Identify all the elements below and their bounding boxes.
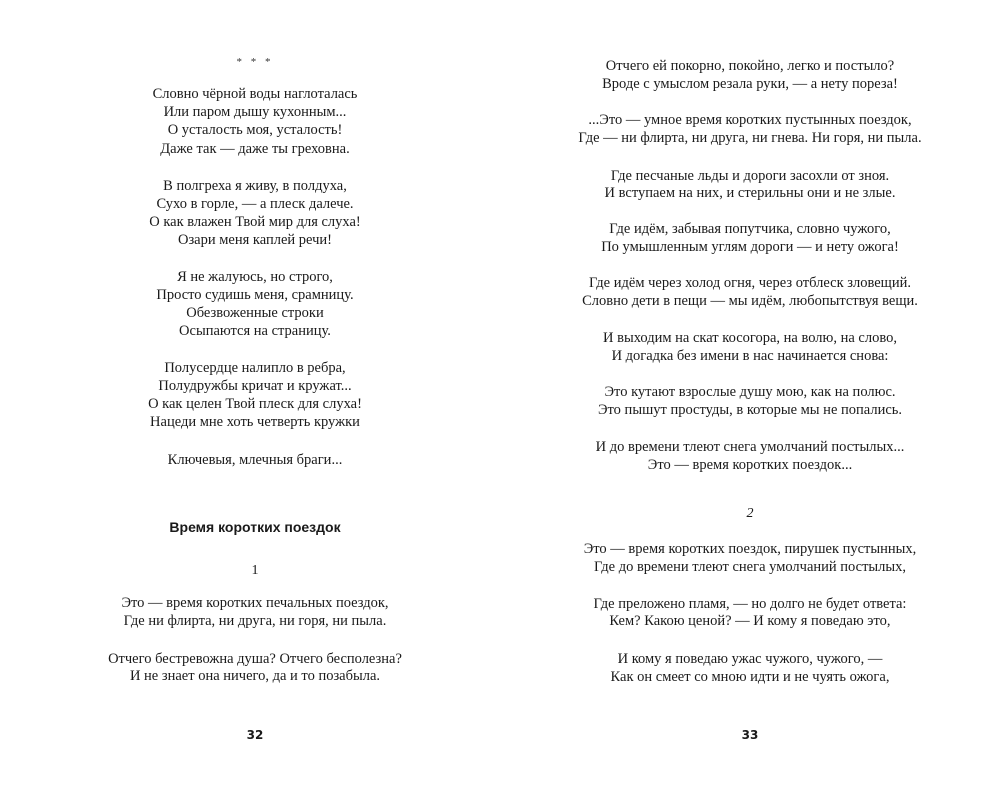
poem-line: В полгреха я живу, в полдуха,	[163, 178, 347, 194]
poem-line: Отчего бестревожна душа? Отчего бесполезна?	[108, 651, 402, 667]
section-number: 2	[746, 506, 754, 521]
poem-line: И догадка без имени в нас начинается снова:	[611, 348, 889, 364]
poem-line: Где — ни флирта, ни друга, ни гнева. Ни горя, ни пыла.	[578, 130, 922, 146]
poem-line: И вступаем на них, и стерильны они и не злые.	[604, 185, 896, 201]
poem-line: О усталость моя, усталость!	[167, 122, 343, 138]
poem-line: Полусердце налипло в ребра,	[164, 360, 346, 376]
poem-line: Сухо в горле, — а плеск далече.	[156, 196, 354, 212]
poem-line: Где до времени тлеют снега умолчаний постылых,	[593, 559, 907, 575]
poem-line: Где преложено пламя, — но долго не будет ответа:	[593, 596, 907, 612]
poem-line: Озари меня каплей речи!	[177, 232, 333, 248]
poem-line: Я не жалуюсь, но строго,	[177, 269, 333, 285]
poem-line: Полудружбы кричат и кружат...	[158, 378, 352, 394]
poem-line: Отчего ей покорно, покойно, легко и постыло?	[605, 58, 895, 74]
poem-line: О как целен Твой плеск для слуха!	[148, 396, 362, 412]
poem-line: Это — время коротких поездок...	[647, 457, 853, 473]
poem-line: О как влажен Твой мир для слуха!	[149, 214, 361, 230]
poem-line: И до времени тлеют снега умолчаний постылых...	[595, 439, 905, 455]
section-separator: * * *	[236, 56, 274, 68]
poem-line: И кому я поведаю ужас чужого, чужого, —	[617, 651, 883, 667]
poem-line: Это — время коротких поездок, пирушек пустынных,	[583, 541, 917, 557]
poem-line: Это кутают взрослые душу мою, как на полюс.	[604, 384, 896, 400]
poem-line: ...Это — умное время коротких пустынных поездок,	[588, 112, 912, 128]
poem-line: И не знает она ничего, да и то позабыла.	[129, 668, 381, 684]
page-number: 32	[246, 728, 264, 742]
poem-line: Это пышут простуды, в которые мы не попались.	[597, 402, 903, 418]
poem-line: Где идём через холод огня, через отблеск зловещий.	[589, 275, 911, 291]
poem-line: Где идём, забывая попутчика, словно чужого,	[609, 221, 891, 237]
section-number: 1	[251, 563, 259, 578]
poem-title: Время коротких поездок	[169, 519, 341, 535]
poem-line: Просто судишь меня, срамницу.	[156, 287, 354, 303]
poem-line: Или паром дышу кухонным...	[163, 104, 347, 120]
right-page	[500, 0, 1000, 800]
poem-line: Вроде с умыслом резала руки, — а нету пореза!	[602, 76, 898, 92]
poem-line: Даже так — даже ты греховна.	[160, 141, 350, 157]
poem-line: Нацеди мне хоть четверть кружки	[150, 414, 360, 430]
poem-line: Это — время коротких печальных поездок,	[121, 595, 389, 611]
page-number: 33	[741, 728, 759, 742]
poem-line: Кем? Какою ценой? — И кому я поведаю это,	[609, 613, 891, 629]
poem-line: Как он смеет со мною идти и не чуять ожога,	[610, 669, 890, 685]
poem-line: Словно чёрной воды наглоталась	[152, 86, 358, 102]
poem-line: Где песчаные льды и дороги засохли от зноя.	[610, 168, 890, 184]
poem-line: Словно дети в пещи — мы идём, любопытствуя вещи.	[582, 293, 918, 309]
poem-line: Обезвоженные строки	[186, 305, 324, 321]
poem-line: Осыпаются на страницу.	[179, 323, 331, 339]
poem-line: По умышленным углям дороги — и нету ожога!	[601, 239, 899, 255]
poem-line: Ключевыя, млечныя браги...	[167, 452, 343, 468]
poem-line: И выходим на скат косогора, на волю, на слово,	[603, 330, 897, 346]
poem-line: Где ни флирта, ни друга, ни горя, ни пыла.	[123, 613, 387, 629]
